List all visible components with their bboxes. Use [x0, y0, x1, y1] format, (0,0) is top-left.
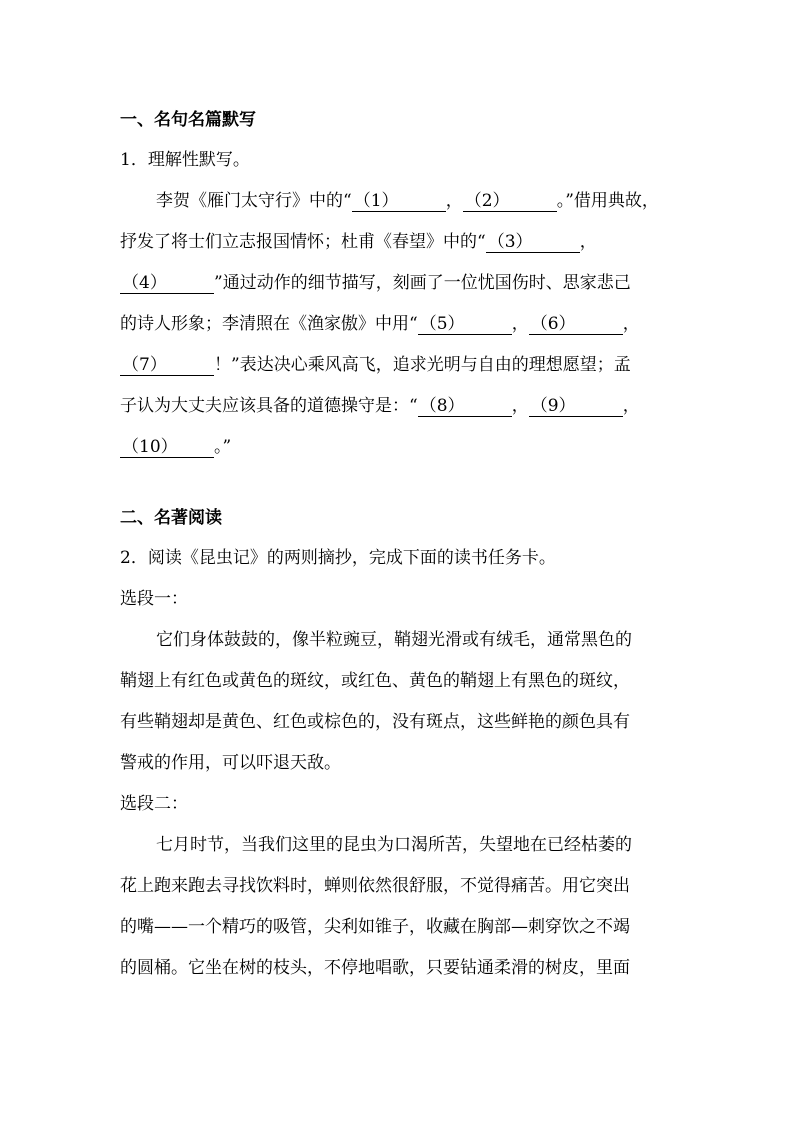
document-content — [120, 100, 678, 989]
blank-4[interactable]: （4） — [120, 273, 214, 294]
separator: ， — [622, 314, 640, 334]
excerpt-1-line: 有些鞘翅却是黄色、红色或棕色的，没有斑点，这些鲜艳的颜色具有 — [120, 712, 630, 732]
blank-1[interactable]: （1） — [352, 191, 446, 212]
text-segment: 。” — [214, 437, 232, 457]
separator: ， — [445, 191, 463, 211]
question-1-line-4 — [120, 304, 678, 345]
excerpt-2-label: 选段二： — [120, 794, 188, 814]
text-segment: 抒发了将士们立志报国情怀；杜甫《春望》中的“ — [120, 232, 486, 252]
question-1-line-7 — [120, 427, 678, 468]
blank-7[interactable]: （7） — [120, 355, 214, 376]
blank-6[interactable]: （6） — [529, 314, 623, 335]
excerpt-2-line: 花上跑来跑去寻找饮料时，蝉则依然很舒服，不觉得痛苦。用它突出 — [120, 876, 630, 896]
separator: ， — [622, 396, 640, 416]
blank-10[interactable]: （10） — [120, 437, 214, 458]
blank-8[interactable]: （8） — [418, 396, 512, 417]
excerpt-1-line: 鞘翅上有红色或黄色的斑纹，或红色、黄色的鞘翅上有黑色的斑纹， — [120, 671, 630, 691]
section-gap — [120, 468, 678, 498]
question-1-line-1 — [120, 181, 678, 222]
text-segment: 。”借用典故， — [556, 191, 659, 211]
text-segment: 李贺《雁门太守行》中的“ — [156, 191, 352, 211]
question-1-line-3 — [120, 263, 678, 304]
question-2-heading: 2．阅读《昆虫记》的两则摘抄，完成下面的读书任务卡。 — [120, 548, 556, 568]
excerpt-1-line: 警戒的作用，可以吓退天敌。 — [120, 753, 341, 773]
question-1-line-6 — [120, 386, 678, 427]
question-1-line-5 — [120, 345, 678, 386]
excerpt-2-line: 的嘴——一个精巧的吸管，尖利如锥子，收藏在胸部—刺穿饮之不竭 — [120, 917, 630, 937]
question-1-heading: 1．理解性默写。 — [120, 150, 250, 170]
text-segment: 的诗人形象；李清照在《渔家傲》中用“ — [120, 314, 418, 334]
excerpt-1-label: 选段一： — [120, 589, 188, 609]
question-1-line-2 — [120, 222, 678, 263]
blank-9[interactable]: （9） — [529, 396, 623, 417]
separator: ， — [579, 232, 597, 252]
text-segment: ！”表达决心乘风高飞，追求光明与自由的理想愿望；孟 — [214, 355, 631, 375]
excerpt-1-line: 它们身体鼓鼓的，像半粒豌豆，鞘翅光滑或有绒毛，通常黑色的 — [156, 630, 632, 650]
section-title-poetry: 一、名句名篇默写 — [120, 110, 256, 130]
excerpt-2-line: 七月时节，当我们这里的昆虫为口渴所苦，失望地在已经枯萎的 — [156, 835, 632, 855]
text-segment: ”通过动作的细节描写，刻画了一位忧国伤时、思家悲己 — [214, 273, 631, 293]
separator: ， — [511, 314, 529, 334]
blank-3[interactable]: （3） — [486, 232, 580, 253]
blank-2[interactable]: （2） — [463, 191, 557, 212]
section-title-classics: 二、名著阅读 — [120, 508, 222, 528]
excerpt-2-line: 的圆桶。它坐在树的枝头，不停地唱歌，只要钻通柔滑的树皮，里面 — [120, 958, 630, 978]
blank-5[interactable]: （5） — [418, 314, 512, 335]
text-segment: 子认为大丈夫应该具备的道德操守是：“ — [120, 396, 418, 416]
separator: ， — [511, 396, 529, 416]
